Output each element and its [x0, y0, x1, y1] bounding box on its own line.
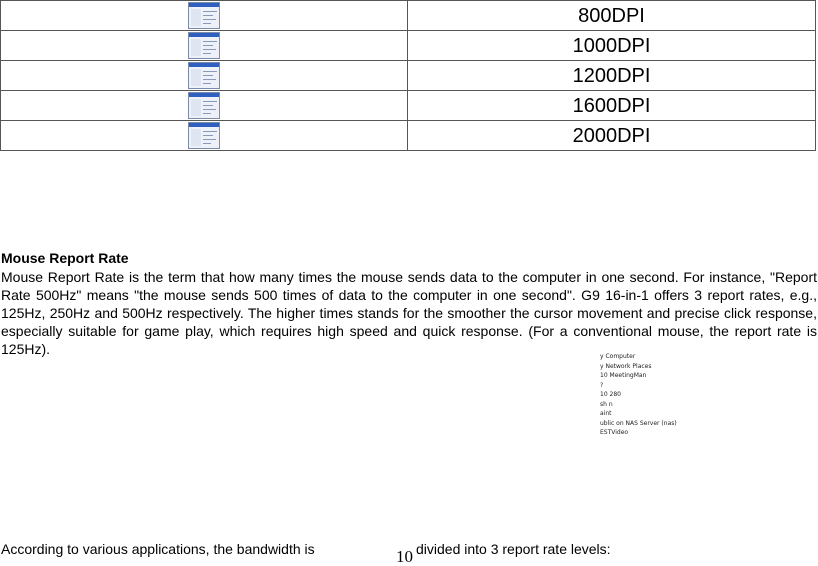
dpi-icon-cell: [1, 121, 408, 151]
dpi-value: 1600DPI: [408, 91, 816, 121]
list-item: 10 280: [600, 391, 621, 398]
dpi-value: 2000DPI: [408, 121, 816, 151]
list-item: ?: [600, 381, 604, 389]
screenshot-thumbnail-icon: [188, 62, 220, 89]
list-item: 10 MeetingMan: [600, 372, 647, 379]
file-list-snippet: [600, 352, 730, 438]
screenshot-thumbnail-icon: [188, 122, 220, 149]
dpi-row: [1, 61, 816, 91]
screenshot-thumbnail-icon: [188, 2, 220, 29]
page-number: 10: [396, 547, 413, 566]
list-item: aint: [600, 410, 612, 417]
list-item: sh n: [600, 400, 613, 408]
dpi-row: [1, 121, 816, 151]
dpi-value: 1200DPI: [408, 61, 816, 91]
list-item: ublic on NAS Server (nas): [600, 419, 677, 427]
dpi-icon-cell: [1, 1, 408, 31]
dpi-row: [1, 31, 816, 61]
dpi-value: 800DPI: [408, 1, 816, 31]
dpi-value: 1000DPI: [408, 31, 816, 61]
dpi-icon-cell: [1, 91, 408, 121]
list-item: y Computer: [600, 353, 636, 360]
dpi-row: [1, 1, 816, 31]
section-paragraph: Mouse Report Rate is the term that how many times the mouse sends data to the computer in one second. For instance, "Report Rate 500Hz" means "the mouse sends 500 times of data to the computer in one second". G9 16-in-1 offers 3 report rates, e.g., 125Hz, 250Hz and 500Hz respectively. The higher times stands for the smoother the cursor movement and precise click response, especially suitable for game play, which requires high speed and quick response. (For a conventional mouse, the report rate is 125Hz).: [1, 269, 817, 357]
screenshot-thumbnail-icon: [188, 32, 220, 59]
list-item: ESTVideo: [600, 429, 629, 436]
screenshot-thumbnail-icon: [188, 92, 220, 119]
dpi-table: [0, 0, 816, 151]
dpi-row: [1, 91, 816, 121]
section-heading: Mouse Report Rate: [1, 250, 129, 266]
dpi-icon-cell: [1, 31, 408, 61]
list-item: y Network Places: [600, 362, 652, 370]
footer-text-before: According to various applications, the bandwidth is: [1, 541, 315, 557]
dpi-icon-cell: [1, 61, 408, 91]
footer-text-after: divided into 3 report rate levels:: [416, 541, 611, 557]
